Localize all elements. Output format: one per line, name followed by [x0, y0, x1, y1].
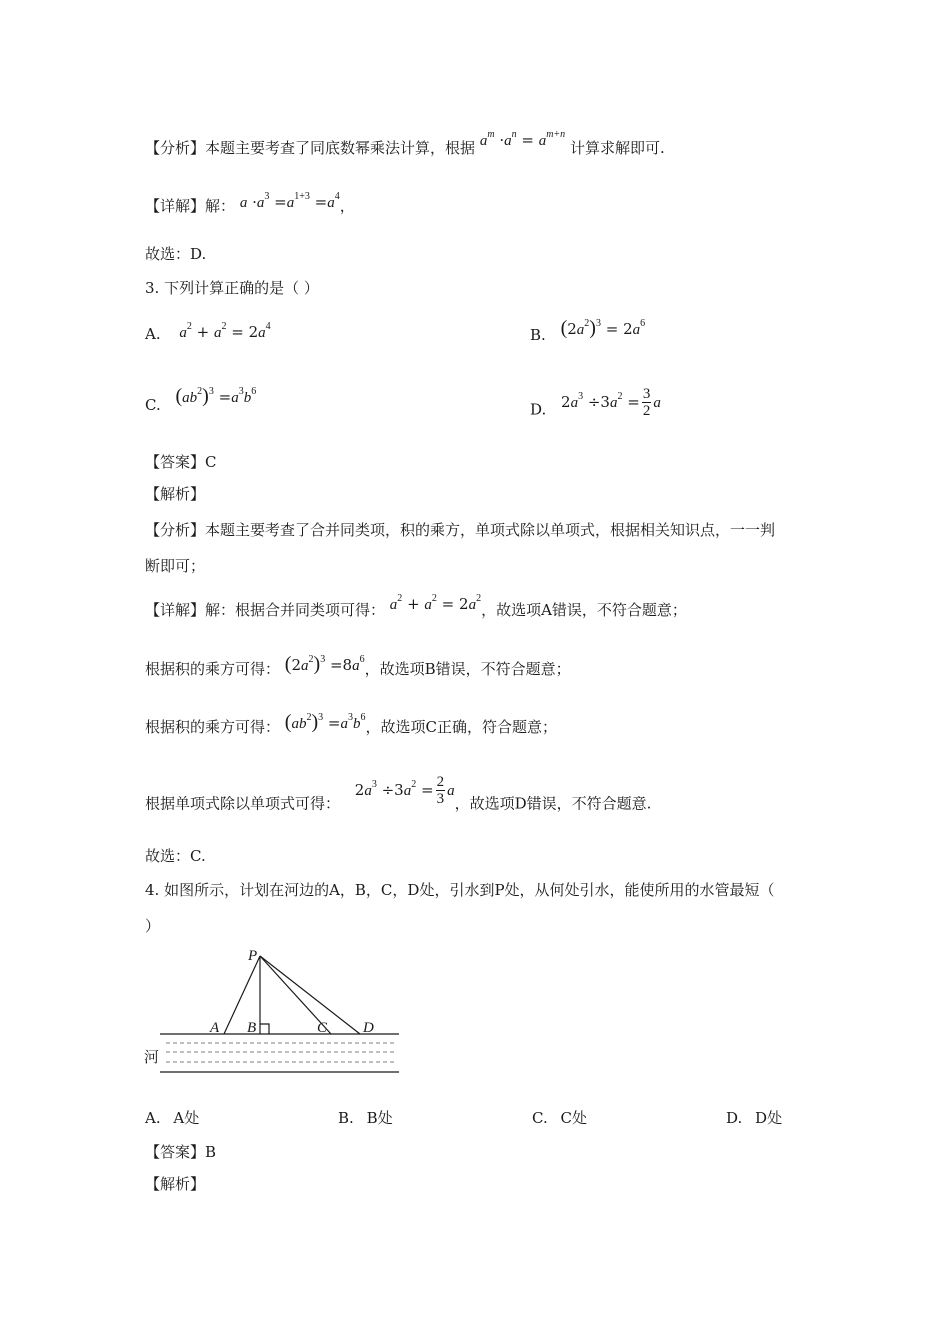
prev-choose: 故选：D.	[145, 245, 207, 263]
q4-stem-line2: ）	[145, 917, 161, 935]
option-label: A.	[145, 1109, 161, 1127]
option-label: B.	[530, 326, 546, 344]
q3-option-c	[145, 385, 257, 416]
detail-formula: $a^2 + a^2 = 2a^2$	[389, 593, 482, 613]
option-label: D.	[726, 1109, 743, 1127]
option-text: D处	[755, 1109, 783, 1127]
point-a-label: A	[210, 1020, 220, 1036]
river-figure	[138, 940, 408, 1080]
option-label: C.	[145, 396, 161, 414]
q4-answer: 【答案】B	[145, 1143, 217, 1161]
q3-analysis-line2: 断即可；	[145, 557, 206, 575]
q3-solution: 【解析】	[145, 485, 206, 503]
detail-prefix: 根据单项式除以单项式可得：	[145, 794, 341, 813]
q4-option-d	[726, 1108, 782, 1128]
option-text: B处	[366, 1109, 393, 1127]
option-label: B.	[338, 1109, 354, 1127]
prev-detail-line	[145, 191, 355, 217]
analysis-tag: 【分析】	[145, 139, 206, 157]
q4-stem-line1: 4. 如图所示，计划在河边的A，B，C，D处，引水到P处，从何处引水，能使所用的水管最短（	[145, 881, 775, 899]
q4-option-b	[338, 1108, 393, 1128]
option-formula: $(2a^2)^3 = 2a^6$	[560, 317, 646, 339]
q3-analysis-line1: 【分析】本题主要考查了合并同类项，积的乘方，单项式除以单项式，根据相关知识点，一一判	[145, 521, 776, 539]
option-label: C.	[532, 1109, 548, 1127]
option-text: C处	[560, 1109, 587, 1127]
detail-suffix: ，故选项A错误，不符合题意；	[481, 601, 687, 619]
analysis-formula: $a^m \cdot a^n = a^{m+n}$	[479, 129, 566, 149]
analysis-text-end: 计算求解即可.	[569, 139, 665, 157]
detail-text: 解：	[205, 197, 236, 215]
point-b-label: B	[247, 1020, 257, 1036]
q4-solution: 【解析】	[145, 1175, 206, 1193]
q3-detail-2	[145, 653, 571, 680]
pipe-pd	[260, 956, 360, 1034]
detail-tag: 【详解】	[145, 197, 206, 215]
q4-option-c	[532, 1108, 587, 1128]
option-text: A处	[173, 1109, 200, 1127]
detail-suffix: ，故选项C正确，符合题意；	[365, 718, 557, 736]
point-c-label: C	[317, 1020, 328, 1036]
detail-prefix: 【详解】解：根据合并同类项可得：	[145, 601, 386, 619]
q4-option-a	[145, 1108, 199, 1128]
detail-formula: $a \cdot a^3 =a^{1+3} =a^4$	[239, 191, 340, 211]
point-d-label: D	[363, 1020, 374, 1036]
right-angle-mark	[260, 1024, 269, 1034]
q3-detail-4	[145, 774, 652, 821]
q3-detail-3	[145, 711, 557, 738]
analysis-text: 本题主要考查了同底数幂乘法计算，根据	[205, 139, 476, 157]
river-label: 河	[144, 1048, 160, 1066]
detail-formula: $2a^3 \div 3a^2$ = $\frac{2}{3}$ a	[354, 774, 455, 807]
q3-stem: 3. 下列计算正确的是（ ）	[145, 279, 319, 297]
q3-option-b	[530, 317, 646, 346]
detail-formula: $(2a^2)^3 =8a^6$	[284, 653, 365, 675]
q3-detail-1	[145, 593, 687, 621]
option-label: A.	[145, 325, 161, 343]
detail-suffix: ，故选项D错误，不符合题意.	[454, 794, 652, 813]
detail-formula: $(ab^2)^3 =a^3b^6$	[284, 711, 366, 733]
option-formula: $a^2 + a^2 = 2a^4$	[179, 321, 271, 341]
q3-option-a	[145, 321, 271, 345]
q3-answer: 【答案】C	[145, 453, 217, 471]
detail-prefix: 根据积的乘方可得：	[145, 718, 281, 736]
detail-end: ，	[339, 197, 355, 215]
detail-prefix: 根据积的乘方可得：	[145, 660, 281, 678]
detail-suffix: ，故选项B错误，不符合题意；	[364, 660, 571, 678]
option-label: D.	[530, 400, 547, 419]
option-formula: $2a^3 \div 3a^2$ = $\frac{3}{2}$ a	[561, 386, 661, 419]
prev-analysis-line	[145, 129, 665, 159]
option-formula: $(ab^2)^3 =a^3b^6$	[175, 385, 257, 407]
q3-choose: 故选：C.	[145, 847, 206, 865]
point-p-label: P	[248, 948, 258, 964]
q3-option-d	[530, 386, 661, 427]
